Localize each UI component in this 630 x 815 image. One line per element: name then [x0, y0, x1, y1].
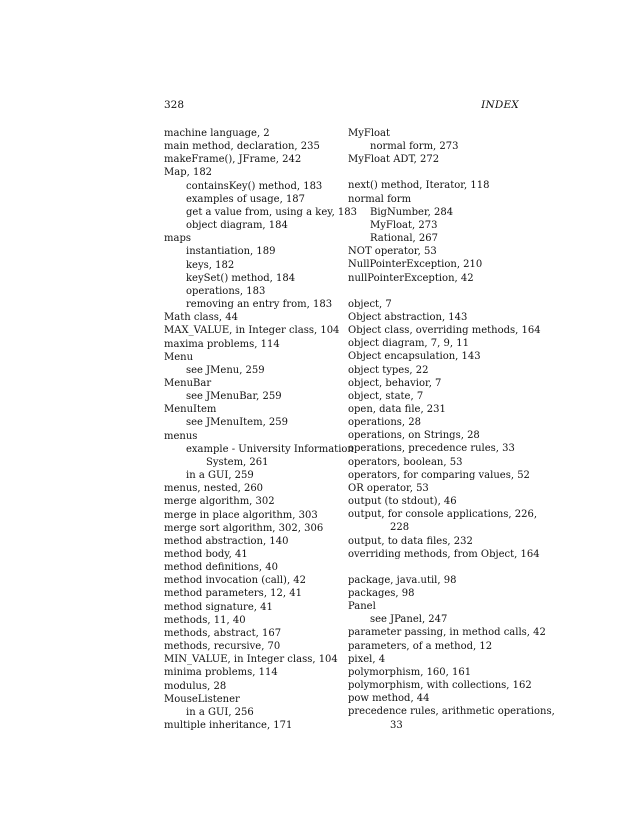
index-column-left [164, 127, 358, 732]
index-entry: output, for console applications, 226, [348, 509, 538, 521]
index-subentry: keys, 182 [186, 259, 235, 271]
index-entry: MenuItem [164, 404, 217, 416]
index-entry: MouseListener [164, 693, 240, 705]
index-entry: Object class, overriding methods, 164 [348, 325, 541, 337]
page-header [164, 97, 519, 113]
index-subentry: keySet() method, 184 [186, 272, 296, 284]
index-subentry: examples of usage, 187 [186, 193, 306, 205]
index-entry: merge sort algorithm, 302, 306 [164, 522, 324, 534]
index-entry: packages, 98 [348, 588, 415, 599]
index-subentry: see JPanel, 247 [370, 614, 448, 626]
index-entry: NullPointerException, 210 [348, 259, 483, 271]
index-subentry: BigNumber, 284 [370, 206, 454, 218]
index-entry: output (to stdout), 46 [348, 496, 457, 508]
index-entry: operations, 28 [348, 417, 421, 429]
index-subentry: removing an entry from, 183 [186, 299, 333, 311]
index-subentry: see JMenuItem, 259 [186, 417, 289, 429]
index-subentry: in a GUI, 256 [186, 706, 254, 718]
index-subentry: object diagram, 184 [186, 220, 288, 232]
index-entry: menus [164, 430, 198, 442]
index-entry: machine language, 2 [164, 128, 270, 139]
index-entry: Panel [348, 601, 376, 613]
index-entry: output, to data files, 232 [348, 535, 473, 547]
index-subentry: operations, 183 [186, 285, 266, 297]
index-entry: polymorphism, 160, 161 [348, 666, 472, 678]
index-entry: menus, nested, 260 [164, 483, 264, 495]
index-continuation: 228 [390, 522, 410, 534]
index-subentry: containsKey() method, 183 [186, 180, 323, 192]
index-entry: object, state, 7 [348, 390, 424, 402]
index-subentry: normal form, 273 [370, 141, 459, 153]
index-entry: nullPointerException, 42 [348, 272, 474, 284]
index-subentry: in a GUI, 259 [186, 470, 254, 482]
index-entry: precedence rules, arithmetic operations, [348, 706, 555, 718]
index-entry: MAX_VALUE, in Integer class, 104 [164, 325, 340, 337]
index-entry: NOT operator, 53 [348, 246, 437, 258]
index-entry: methods, abstract, 167 [164, 627, 282, 639]
index-entry: maxima problems, 114 [164, 338, 280, 350]
index-entry: methods, 11, 40 [164, 614, 246, 626]
index-entry: polymorphism, with collections, 162 [348, 680, 532, 692]
index-subentry: Rational, 267 [370, 233, 439, 245]
index-entry: pixel, 4 [348, 653, 386, 665]
index-entry: merge algorithm, 302 [164, 496, 275, 508]
index-entry: MIN_VALUE, in Integer class, 104 [164, 654, 338, 666]
index-subentry: instantiation, 189 [186, 246, 276, 258]
index-entry: next() method, Iterator, 118 [348, 180, 490, 192]
index-entry: package, java.util, 98 [348, 574, 457, 586]
index-continuation: 33 [390, 719, 403, 731]
index-subentry: see JMenuBar, 259 [186, 391, 282, 403]
index-entry: method invocation (call), 42 [164, 575, 307, 587]
index-entry: Map, 182 [164, 167, 213, 179]
index-entry: object, behavior, 7 [348, 377, 442, 389]
index-entry: object, 7 [348, 298, 392, 310]
index-entry: method definitions, 40 [164, 562, 278, 574]
index-entry: Math class, 44 [164, 312, 238, 324]
index-entry: operations, precedence rules, 33 [348, 443, 515, 455]
index-entry: operations, on Strings, 28 [348, 430, 480, 442]
index-entry: object diagram, 7, 9, 11 [348, 338, 469, 350]
index-entry: overriding methods, from Object, 164 [348, 548, 540, 560]
index-entry: operators, boolean, 53 [348, 456, 463, 468]
index-entry: maps [164, 233, 191, 245]
index-entry: multiple inheritance, 171 [164, 720, 293, 732]
index-continuation: System, 261 [206, 456, 269, 468]
index-entry: MyFloat [348, 128, 391, 139]
index-entry: method abstraction, 140 [164, 535, 289, 547]
index-column-right [348, 127, 555, 732]
index-entry: main method, declaration, 235 [164, 141, 320, 153]
page-number: 328 [164, 99, 185, 111]
index-subentry: example - University Information [186, 443, 354, 455]
index-subentry: get a value from, using a key, 183 [186, 206, 358, 218]
index-entry: Object encapsulation, 143 [348, 351, 481, 363]
index-entry: minima problems, 114 [164, 667, 278, 679]
index-entry: Object abstraction, 143 [348, 311, 468, 323]
index-entry: method parameters, 12, 41 [164, 588, 302, 600]
index-subentry: MyFloat, 273 [370, 219, 438, 231]
index-entry: makeFrame(), JFrame, 242 [164, 154, 302, 166]
index-entry: method body, 41 [164, 549, 248, 560]
index-entry: open, data file, 231 [348, 403, 446, 415]
index-entry: OR operator, 53 [348, 482, 429, 494]
index-entry: pow method, 44 [348, 693, 430, 705]
index-entry: parameter passing, in method calls, 42 [348, 627, 546, 639]
index-subentry: see JMenu, 259 [186, 364, 265, 376]
index-entry: parameters, of a method, 12 [348, 640, 493, 652]
index-entry: MenuBar [164, 377, 212, 389]
index-entry: Menu [164, 351, 194, 363]
running-title: INDEX [481, 99, 519, 111]
index-entry: method signature, 41 [164, 601, 273, 613]
index-entry: normal form [348, 193, 412, 205]
index-entry: methods, recursive, 70 [164, 641, 281, 653]
index-entry: merge in place algorithm, 303 [164, 509, 318, 521]
index-entry: modulus, 28 [164, 680, 227, 692]
index-entry: object types, 22 [348, 364, 429, 376]
index-entry: MyFloat ADT, 272 [348, 154, 440, 166]
index-entry: operators, for comparing values, 52 [348, 469, 530, 481]
